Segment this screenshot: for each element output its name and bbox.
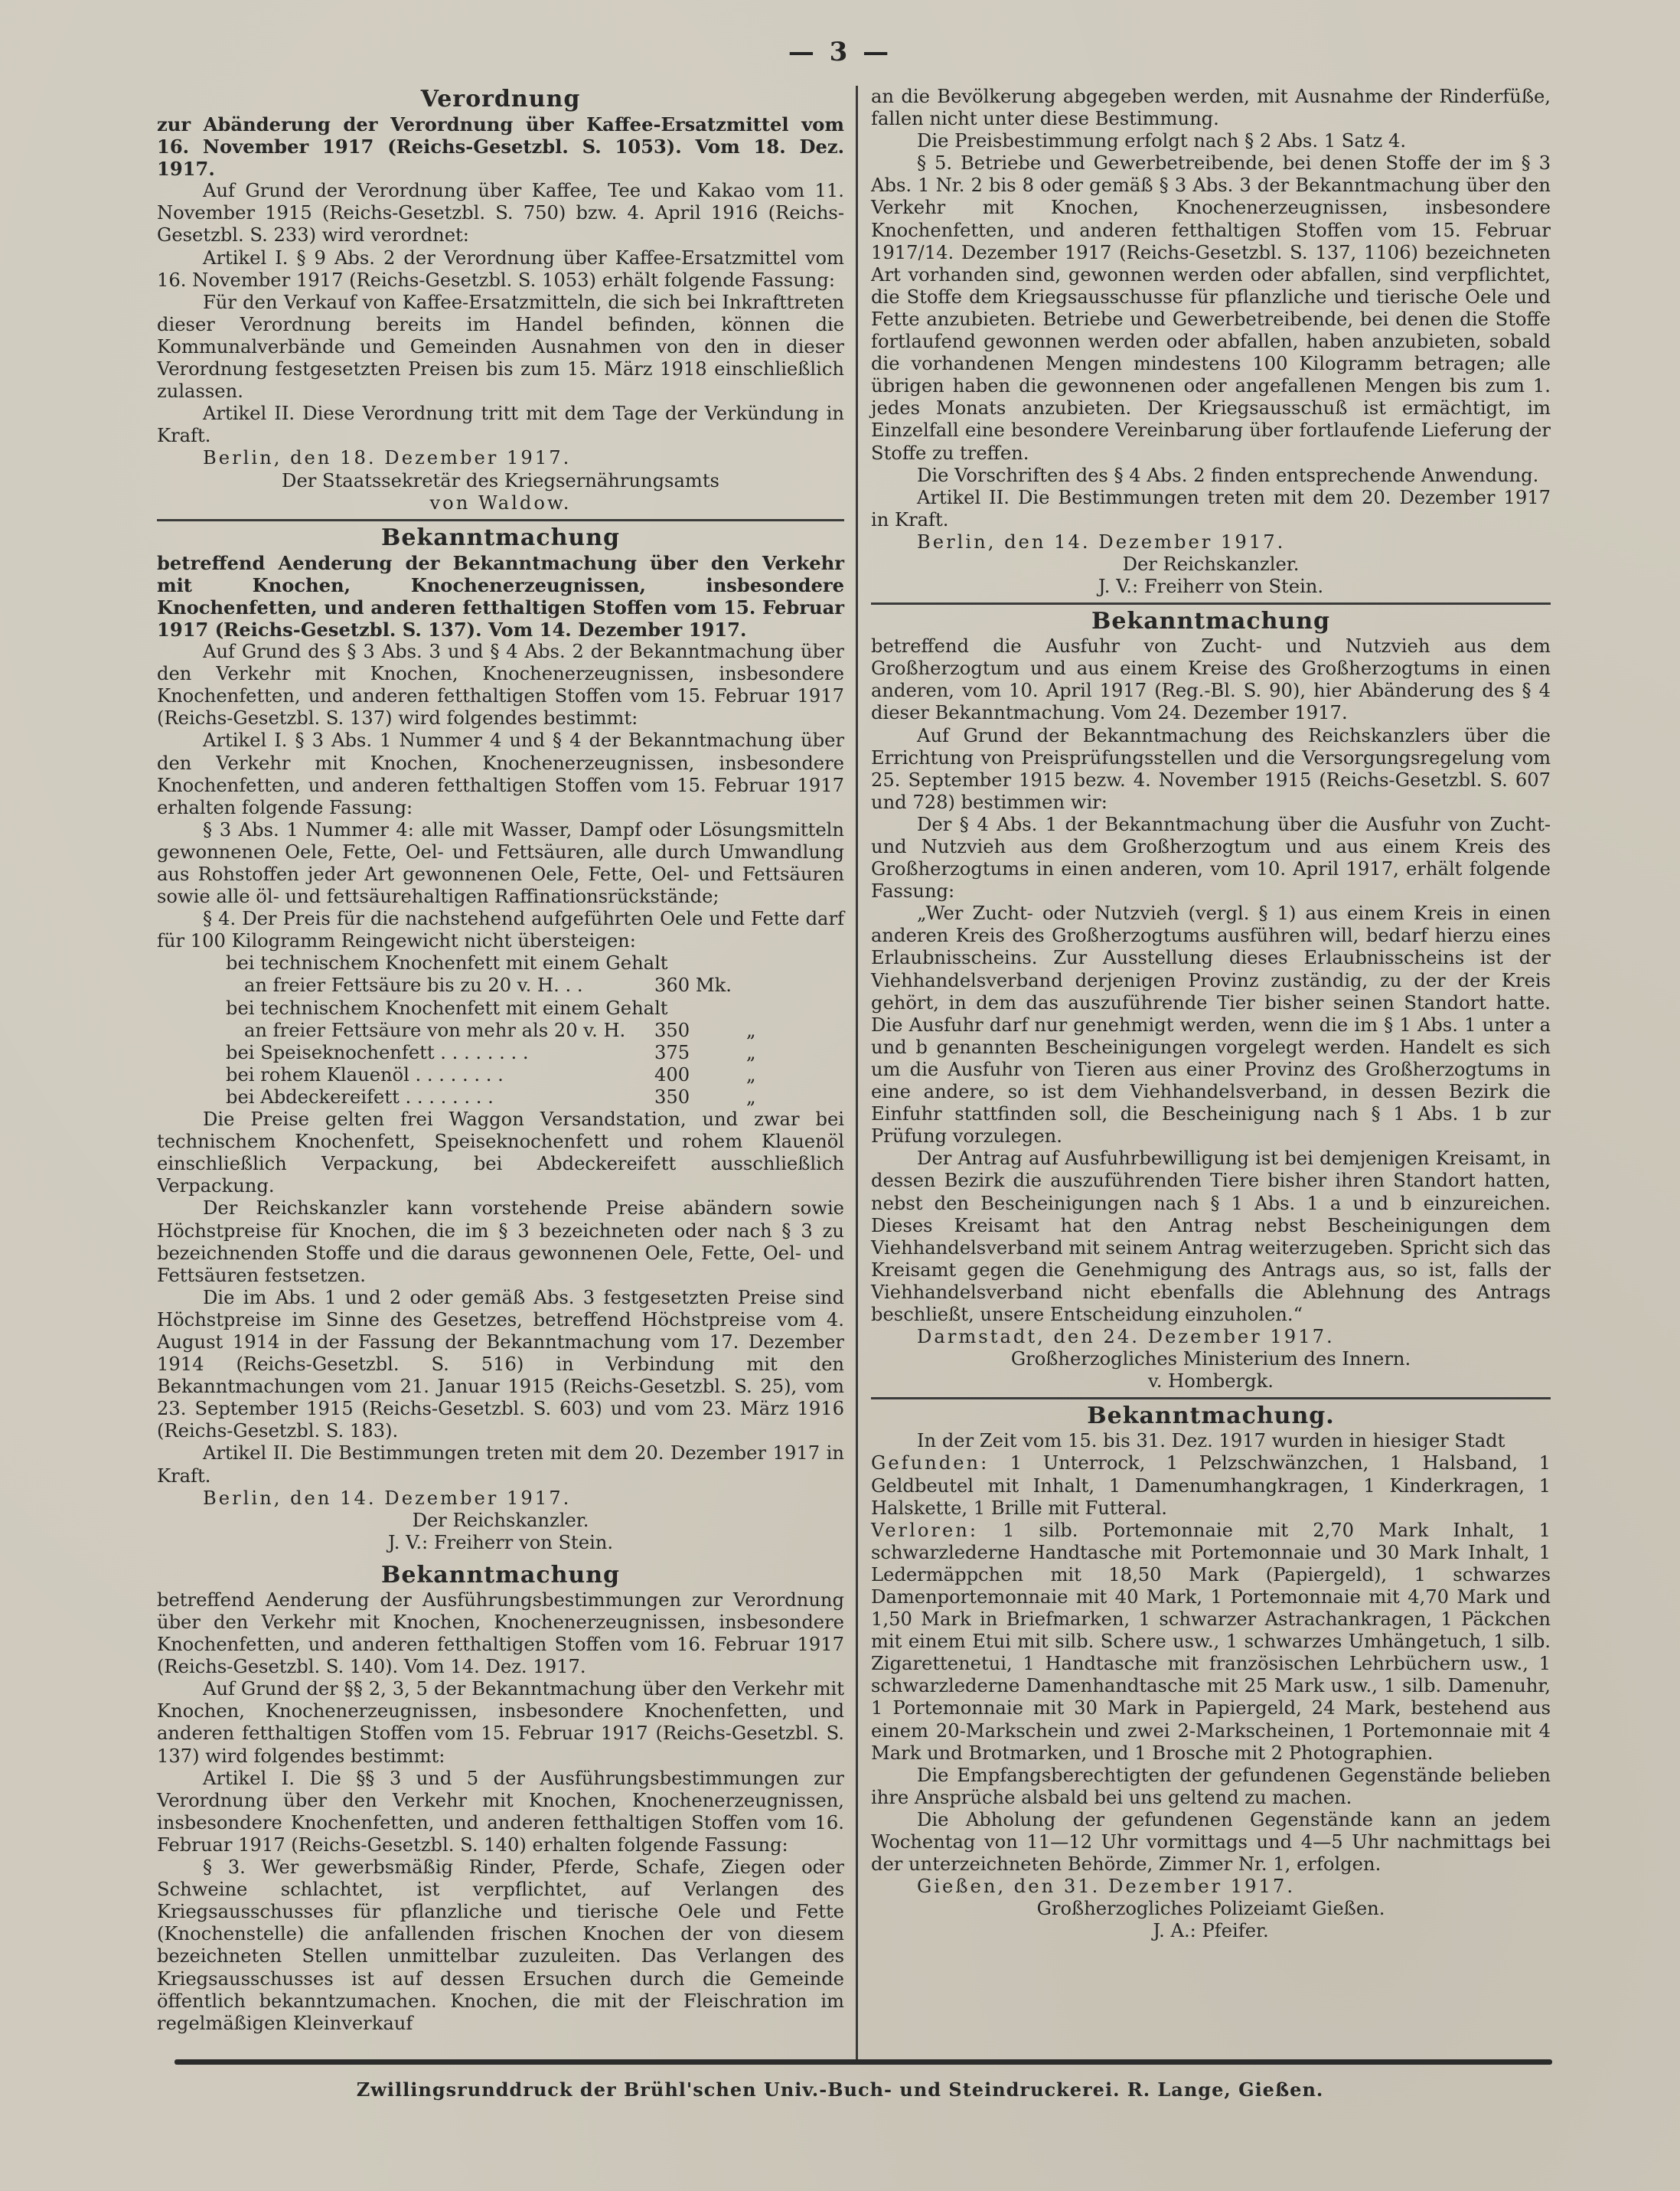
found-label: Gefunden: [871,1452,990,1474]
bekanntmachung-zuchtvieh [871,608,1551,1393]
paragraph: Der Reichskanzler kann vorstehende Preise abändern sowie Höchstpreise für Knochen, die im § 3 bezeichneten oder nach § 3 zu bezeichnenden Stoffe und die daraus gewonnenen Oele, Fette, Oel- und Fettsäuren festsetzen. [157,1197,844,1286]
ditto-mark: „ [746,1086,756,1108]
bekanntmachung-ausfuehrungsbestimmungen-cont [871,86,1551,598]
price-label: bei technischem Knochenfett mit einem Gehalt [226,952,668,975]
bekanntmachung-fundsachen [871,1402,1551,1942]
paragraph: Der Antrag auf Ausfuhrbewilligung ist bei demjenigen Kreisamt, in dessen Bezirk die auszuführenden Tiere bisher ihren Standort hatten, nebst den Bescheinigungen nach § 1 Abs. 1 a und b einzureichen. Dieses Kreisamt hat den Antrag nebst Bescheinigungen dem Viehhandelsverband mit seinem Antrag weiterzugeben. Spricht sich das Kreisamt gegen die Genehmigung des Antrags aus, so ist, falls der Viehhandelsverband nicht ebenfalls die Ablehnung des Antrags beschließt, unsere Entscheidung einzuholen.“ [871,1148,1551,1325]
price-label: bei technischem Knochenfett mit einem Gehalt [226,997,668,1019]
verordnung-kaffee-ersatzmittel [157,86,844,514]
paragraph: § 4. Der Preis für die nachstehend aufgeführten Oele und Fette darf für 100 Kilogramm Reingewicht nicht übersteigen: [157,908,844,952]
paragraph: Artikel II. Die Bestimmungen treten mit dem 20. Dezember 1917 in Kraft. [871,486,1551,531]
paragraph: Die Vorschriften des § 4 Abs. 2 finden entsprechende Anwendung. [917,464,1539,486]
paragraph: Artikel I. Die §§ 3 und 5 der Ausführungsbestimmungen zur Verordnung über den Verkehr mit Knochen, Knochenerzeugnissen, insbesondere Knochenfetten, und anderen fetthaltigen Stoffen vom 16. Februar 1917 (Reichs-Gesetzbl. S. 140) erhalten folgende Fassung: [157,1767,844,1856]
price-label: bei Abdeckereifett . . . . . . . . [226,1086,494,1108]
paragraph: betreffend Aenderung der Ausführungsbestimmungen zur Verordnung über den Verkehr mit Knochen, Knochenerzeugnissen, insbesondere Knochenfetten, und anderen fetthaltigen Stoffen vom 16. Februar 1917 (Reichs-Gesetzbl. S. 140). Vom 14. Dez. 1917. [157,1589,844,1678]
price-row [226,998,844,1020]
paragraph: § 3. Wer gewerbsmäßig Rinder, Pferde, Schafe, Ziegen oder Schweine schlachtet, ist verpflichtet, auf Verlangen des Kriegsausschusses für pflanzliche und tierische Oele und Fette (Knochenstelle) die anfallenden frischen Knochen der von diesem bezeichneten Stellen unmittelbar zuzuleiten. Das Verlangen des Kriegsausschusses ist auf dessen Ersuchen durch die Gemeinde öffentlich bekanntzumachen. Knochen, die mit der Fleischration im regelmäßigen Kleinverkauf [157,1856,844,2034]
price-row [226,975,844,997]
place-date: Darmstadt, den 24. Dezember 1917. [917,1326,1335,1348]
section-body [157,113,844,514]
paragraph: § 5. Betriebe und Gewerbetreibende, bei denen Stoffe der im § 3 Abs. 1 Nr. 2 bis 8 oder gemäß § 3 Abs. 3 der Bekanntmachung über den Verkehr mit Knochen, Knochenerzeugnissen, insbesondere Knochenfetten, und anderen fetthaltigen Stoffen vom 15. Februar 1917/14. Dezember 1917 (Reichs-Gesetzbl. S. 137, 1106) bezeichneten Art vorhanden sind, gewonnen werden oder abfallen, sind verpflichtet, die Stoffe dem Kriegsausschusse für pflanzliche und tierische Oele und Fette anzubieten. Betriebe und Gewerbetreibende, bei denen die Stoffe fortlaufend gewonnen werden oder abfallen, haben anzubieten, sobald die vorhandenen Mengen mindestens 100 Kilogramm betragen; alle übrigen haben die gewonnenen oder angefallenen Mengen bis zum 1. jedes Monats anzubieten. Der Kriegsausschuß ist ermächtigt, im Einzelfall eine besondere Vereinbarung über fortlaufende Lieferung der Stoffe zu treffen. [871,152,1551,464]
paragraph: Auf Grund der Bekanntmachung des Reichskanzlers über die Errichtung von Preisprüfungsstellen und die Versorgungsregelung vom 25. September 1915 bezw. 4. November 1915 (Reichs-Gesetzbl. S. 607 und 728) bestimmen wir: [871,724,1551,813]
place-date: Berlin, den 18. Dezember 1917. [203,447,572,469]
signature-title: Der Reichskanzler. [412,1509,589,1531]
section-body [871,86,1551,598]
price-row [226,1064,844,1086]
footer-rule [175,2059,1552,2065]
price-row [226,952,844,975]
section-heading: Verordnung [420,86,581,113]
price-label: bei Speiseknochenfett . . . . . . . . [226,1041,529,1063]
section-divider [871,1397,1551,1399]
section-divider [157,519,844,521]
section-body [871,1430,1551,1942]
paragraph: Die Preisbestimmung erfolgt nach § 2 Abs. 1 Satz 4. [917,130,1407,152]
paragraph: „Wer Zucht- oder Nutzvieh (vergl. § 1) aus einem Kreis in einen anderen Kreis des Großherzogtums ausführen will, bedarf hierzu eines Erlaubnisscheins. Zur Ausstellung dieses Erlaubnisscheins ist der Viehhandelsverband derjenigen Provinz zuständig, zu der der Kreis gehört, in dem das auszuführende Tier bisher seinen Standort hatte. Die Ausfuhr darf nur genehmigt werden, wenn die im § 1 Abs. 1 unter a und b genannten Bescheinigungen vorgelegt werden. Handelt es sich um die Ausfuhr von Tieren aus einer Provinz des Großherzogtums in eine andere, so ist dem Viehhandelsverband, in dessen Bezirk die Einfuhr stattfinden soll, die Bescheinigung nach § 1 Abs. 1 b zur Prüfung vorzulegen. [871,903,1551,1148]
paragraph: Die Preise gelten frei Waggon Versandstation, und zwar bei technischem Knochenfett, Speiseknochenfett und rohem Klauenöl einschließlich Verpackung, bei Abdeckereifett ausschließlich Verpackung. [157,1109,844,1197]
price-row [226,1042,844,1064]
signature-title: Der Reichskanzler. [1122,553,1300,575]
price-value: 400 [654,1063,690,1086]
paragraph: betreffend die Ausfuhr von Zucht- und Nutzvieh aus dem Großherzogtum und aus einem Kreise des Großherzogtums in einen anderen, vom 10. April 1917 (Reg.-Bl. S. 90), hier Abänderung des § 4 dieser Bekanntmachung. Vom 24. Dezember 1917. [871,635,1551,724]
found-list: 1 Unterrock, 1 Pelzschwänzchen, 1 Halsband, 1 Geldbeutel mit Inhalt, 1 Damenumhangkragen, 1 Kinderkragen, 1 Halskette, 1 Brille mit Futteral. [871,1452,1551,1519]
signature-title: Der Staatssekretär des Kriegsernährungsamts [282,469,719,491]
paragraph: Die Abholung der gefundenen Gegenstände kann an jedem Wochentag von 11—12 Uhr vormittags und 4—5 Uhr nachmittags bei der unterzeichneten Behörde, Zimmer Nr. 1, erfolgen. [871,1808,1551,1876]
signature-name: v. Hombergk. [1148,1370,1274,1393]
found-items [871,1452,1551,1519]
price-value: 360 Mk. [654,975,732,997]
section-body-cont [157,1109,844,1554]
price-row [226,1086,844,1109]
signature-name: von Waldow. [429,491,572,514]
lost-items [871,1520,1551,1765]
signature-name: J. A.: Pfeifer. [1153,1920,1269,1942]
paragraph: Auf Grund des § 3 Abs. 3 und § 4 Abs. 2 der Bekanntmachung über den Verkehr mit Knochen, Knochenerzeugnissen, insbesondere Knochenfetten, und anderen fetthaltigen Stoffen vom 15. Februar 1917 (Reichs-Gesetzbl. S. 137) wird folgendes bestimmt: [157,641,844,730]
price-value: 375 [654,1041,690,1063]
lost-label: Verloren: [871,1519,979,1541]
lost-list: 1 silb. Portemonnaie mit 2,70 Mark Inhalt, 1 schwarzlederne Handtasche mit Portemonnaie und 30 Mark Inhalt, 1 Ledermäppchen mit 18,50 Mark (Papiergeld), 1 schwarzes Damenportemonnaie mit 40 Mark, 1 Portemonnaie mit 4,70 Mark und 1,50 Mark in Briefmarken, 1 schwarzer Astrachankragen, 1 Päckchen mit einem Etui mit silb. Schere usw., 1 schwarzes Umhängetuch, 1 silb. Zigarettenetui, 1 Handtasche mit französischen Lehrbüchern usw., 1 schwarzlederne Damenhandtasche mit 25 Mark usw., 1 silb. Damenuhr, 1 Portemonnaie mit 30 Mark in Papiergeld, 24 Mark, bestehend aus einem 20-Markschein und zwei 2-Markscheinen, 1 Portemonnaie mit 4 Mark und Brotmarken, und 1 Brosche mit 2 Photographien. [871,1519,1551,1764]
right-column [871,86,1551,1943]
ditto-mark: „ [746,1041,756,1063]
paragraph: In der Zeit vom 15. bis 31. Dez. 1917 wurden in hiesiger Stadt [917,1430,1505,1452]
ditto-mark: „ [746,1019,756,1041]
section-body [871,635,1551,1393]
signature-name: J. V.: Freiherr von Stein. [1098,576,1324,598]
page-number: — 3 — [788,37,892,67]
place-date: Berlin, den 14. Dezember 1917. [203,1487,572,1509]
section-heading: Bekanntmachung [380,1561,620,1589]
price-label: an freier Fettsäure von mehr als 20 v. H. [244,1019,626,1041]
signature-name: J. V.: Freiherr von Stein. [387,1531,614,1553]
paragraph: betreffend Aenderung der Bekanntmachung über den Verkehr mit Knochen, Knochenerzeugnissen, insbesondere Knochenfetten, und anderen fetthaltigen Stoffen vom 15. Februar 1917 (Reichs-Gesetzbl. S. 137). Vom 14. Dezember 1917. [157,551,844,641]
section-body [157,552,844,953]
place-date: Gießen, den 31. Dezember 1917. [917,1876,1296,1898]
paragraph: Auf Grund der §§ 2, 3, 5 der Bekanntmachung über den Verkehr mit Knochen, Knochenerzeugnissen, insbesondere Knochenfetten, und anderen fetthaltigen Stoffen vom 15. Februar 1917 (Reichs-Gesetzbl. S. 137) wird folgendes bestimmt: [157,1678,844,1767]
paragraph: Artikel I. § 3 Abs. 1 Nummer 4 und § 4 der Bekanntmachung über den Verkehr mit Knochen, Knochenerzeugnissen, insbesondere Knochenfetten, und anderen fetthaltigen Stoffen vom 15. Februar 1917 erhalten folgende Fassung: [157,730,844,818]
paragraph: Der § 4 Abs. 1 der Bekanntmachung über die Ausfuhr von Zucht- und Nutzvieh aus dem Großherzogtum und aus einem Kreis des Großherzogtums in einen anderen, vom 10. April 1917, erhält folgende Fassung: [871,813,1551,903]
paragraph: Für den Verkauf von Kaffee-Ersatzmitteln, die sich bei Inkrafttreten dieser Verordnung bereits im Handel befinden, können die Kommunalverbände und Gemeinden Ausnahmen von den in dieser Verordnung festgesetzten Preisen bis zum 15. März 1918 einschließlich zulassen. [157,291,844,403]
price-value: 350 [654,1086,690,1108]
paragraph: Die im Abs. 1 und 2 oder gemäß Abs. 3 festgesetzten Preise sind Höchstpreise im Sinne des Gesetzes, betreffend Höchstpreise vom 4. August 1914 in der Fassung der Bekanntmachung vom 17. Dezember 1914 (Reichs-Gesetzbl. S. 516) in Verbindung mit den Bekanntmachungen vom 21. Januar 1915 (Reichs-Gesetzbl. S. 25), vom 23. September 1915 (Reichs-Gesetzbl. S. 603) und vom 23. März 1916 (Reichs-Gesetzbl. S. 183). [157,1286,844,1442]
section-heading: Bekanntmachung. [1087,1402,1335,1430]
paragraph: zur Abänderung der Verordnung über Kaffee-Ersatzmittel vom 16. November 1917 (Reichs-Gesetzbl. S. 1053). Vom 18. Dez. 1917. [157,113,844,181]
signature-title: Großherzogliches Polizeiamt Gießen. [1036,1898,1385,1920]
price-label: bei rohem Klauenöl . . . . . . . . [226,1063,504,1086]
place-date: Berlin, den 14. Dezember 1917. [917,531,1286,553]
paragraph: an die Bevölkerung abgegeben werden, mit Ausnahme der Rinderfüße, fallen nicht unter diese Bestimmung. [871,86,1551,130]
paragraph: Auf Grund der Verordnung über Kaffee, Tee und Kakao vom 11. November 1915 (Reichs-Gesetzbl. S. 750) bzw. 4. April 1916 (Reichs-Gesetzbl. S. 233) wird verordnet: [157,180,844,247]
column-divider [856,86,858,2061]
section-heading: Bekanntmachung [380,524,620,551]
price-value: 350 [654,1019,690,1041]
printer-imprint: Zwillingsrunddruck der Brühl'schen Univ.-Buch- und Steindruckerei. R. Lange, Gießen. [356,2078,1324,2101]
price-table [226,952,844,1109]
price-label: an freier Fettsäure bis zu 20 v. H. . . [244,975,583,997]
left-column [157,86,844,2035]
bekanntmachung-knochen-preise [157,524,844,1554]
signature-title: Großherzogliches Ministerium des Innern. [1010,1348,1411,1370]
price-row [226,1020,844,1042]
section-divider [871,602,1551,605]
ditto-mark: „ [746,1063,756,1086]
paragraph: Artikel II. Diese Verordnung tritt mit dem Tage der Verkündung in Kraft. [157,403,844,447]
paragraph: Die Empfangsberechtigten der gefundenen Gegenstände belieben ihre Ansprüche alsbald bei uns geltend zu machen. [871,1764,1551,1808]
section-body [157,1589,844,2035]
paragraph: Artikel I. § 9 Abs. 2 der Verordnung über Kaffee-Ersatzmittel vom 16. November 1917 (Reichs-Gesetzbl. S. 1053) erhält folgende Fassung: [157,247,844,291]
bekanntmachung-ausfuehrungsbestimmungen [157,1562,844,2035]
paragraph: § 3 Abs. 1 Nummer 4: alle mit Wasser, Dampf oder Lösungsmitteln gewonnenen Oele, Fette, Oel- und Fettsäuren, alle durch Umwandlung aus Rohstoffen jeder Art gewonnenen Oele, Fette, Oel- und Fettsäuren sowie alle öl- und fettsäurehaltigen Raffinationsrückstände; [157,818,844,908]
paragraph: Artikel II. Die Bestimmungen treten mit dem 20. Dezember 1917 in Kraft. [157,1442,844,1487]
section-heading: Bekanntmachung [1091,608,1330,635]
